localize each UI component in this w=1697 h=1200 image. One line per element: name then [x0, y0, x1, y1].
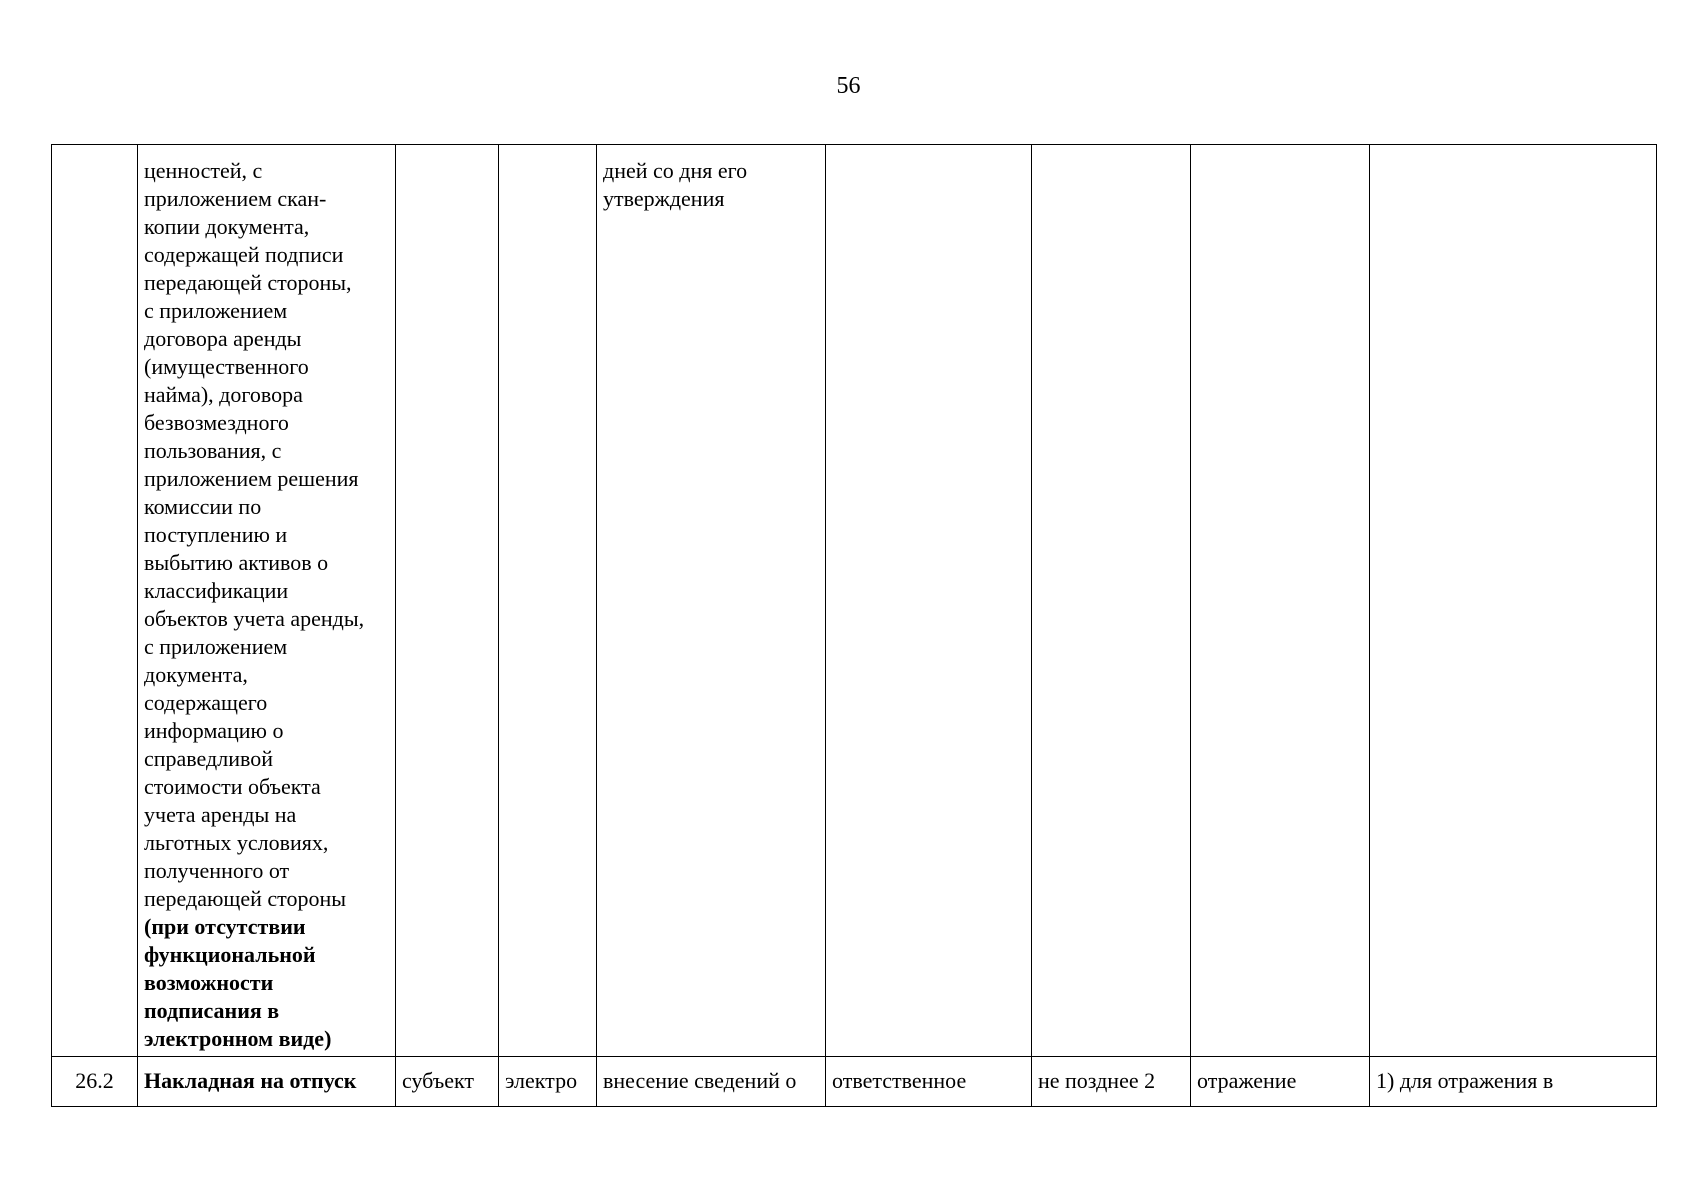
document-table	[51, 144, 1657, 1107]
document-line: договора аренды	[144, 326, 302, 351]
document-bold-line: функциональной	[144, 942, 316, 967]
deadline-line: утверждения	[603, 186, 725, 211]
document-line: учета аренды на	[144, 802, 297, 827]
document-line: полученного от	[144, 858, 290, 883]
format-cell: электро	[499, 1057, 597, 1107]
responsible-person-cell: ответственное	[826, 1057, 1032, 1107]
document-line: с приложением	[144, 634, 288, 659]
document-line: пользования, с	[144, 438, 282, 463]
document-line: (имущественного	[144, 354, 309, 379]
responsible-subject-cell	[396, 145, 499, 1057]
document-line: информацию о	[144, 718, 284, 743]
action-cell	[1191, 145, 1370, 1057]
action-cell: отражение	[1191, 1057, 1370, 1107]
purpose-cell: 1) для отражения в	[1370, 1057, 1657, 1107]
document-line: ценностей, с	[144, 158, 263, 183]
document-bold-line: возможности	[144, 970, 274, 995]
document-line: найма), договора	[144, 382, 303, 407]
format-cell	[499, 145, 597, 1057]
document-line: содержащего	[144, 690, 268, 715]
deadline-cell: внесение сведений о	[597, 1057, 826, 1107]
row-number-cell	[52, 145, 138, 1057]
document-line: льготных условиях,	[144, 830, 329, 855]
document-line: справедливой	[144, 746, 273, 771]
term-cell	[1032, 145, 1191, 1057]
document-line: стоимости объекта	[144, 774, 321, 799]
responsible-subject-cell: субъект	[396, 1057, 499, 1107]
document-line: содержащей подписи	[144, 242, 344, 267]
document-line: документа,	[144, 662, 248, 687]
document-line: объектов учета аренды,	[144, 606, 365, 631]
document-line: классификации	[144, 578, 289, 603]
document-line: передающей стороны	[144, 886, 347, 911]
table-row	[52, 1057, 1657, 1107]
document-line: передающей стороны,	[144, 270, 352, 295]
deadline-line: дней со дня его	[603, 158, 748, 183]
table-row-continued	[52, 145, 1657, 1057]
document-line: копии документа,	[144, 214, 310, 239]
document-bold-line: электронном виде)	[144, 1026, 332, 1051]
page-number: 56	[836, 73, 861, 99]
responsible-person-cell	[826, 145, 1032, 1057]
deadline-cell	[597, 145, 826, 1057]
term-cell: не позднее 2	[1032, 1057, 1191, 1107]
document-bold-line: (при отсутствии	[144, 914, 306, 939]
document-line: выбытию активов о	[144, 550, 329, 575]
document-line: приложением решения	[144, 466, 359, 491]
document-line: поступлению и	[144, 522, 288, 547]
purpose-cell	[1370, 145, 1657, 1057]
document-name-cell	[138, 145, 396, 1057]
document-line: безвозмездного	[144, 410, 289, 435]
row-number-cell: 26.2	[52, 1057, 138, 1107]
document-name-cell: Накладная на отпуск	[138, 1057, 396, 1107]
document-line: с приложением	[144, 298, 288, 323]
document-line: приложением скан-	[144, 186, 327, 211]
document-line: комиссии по	[144, 494, 262, 519]
document-bold-line: подписания в	[144, 998, 280, 1023]
